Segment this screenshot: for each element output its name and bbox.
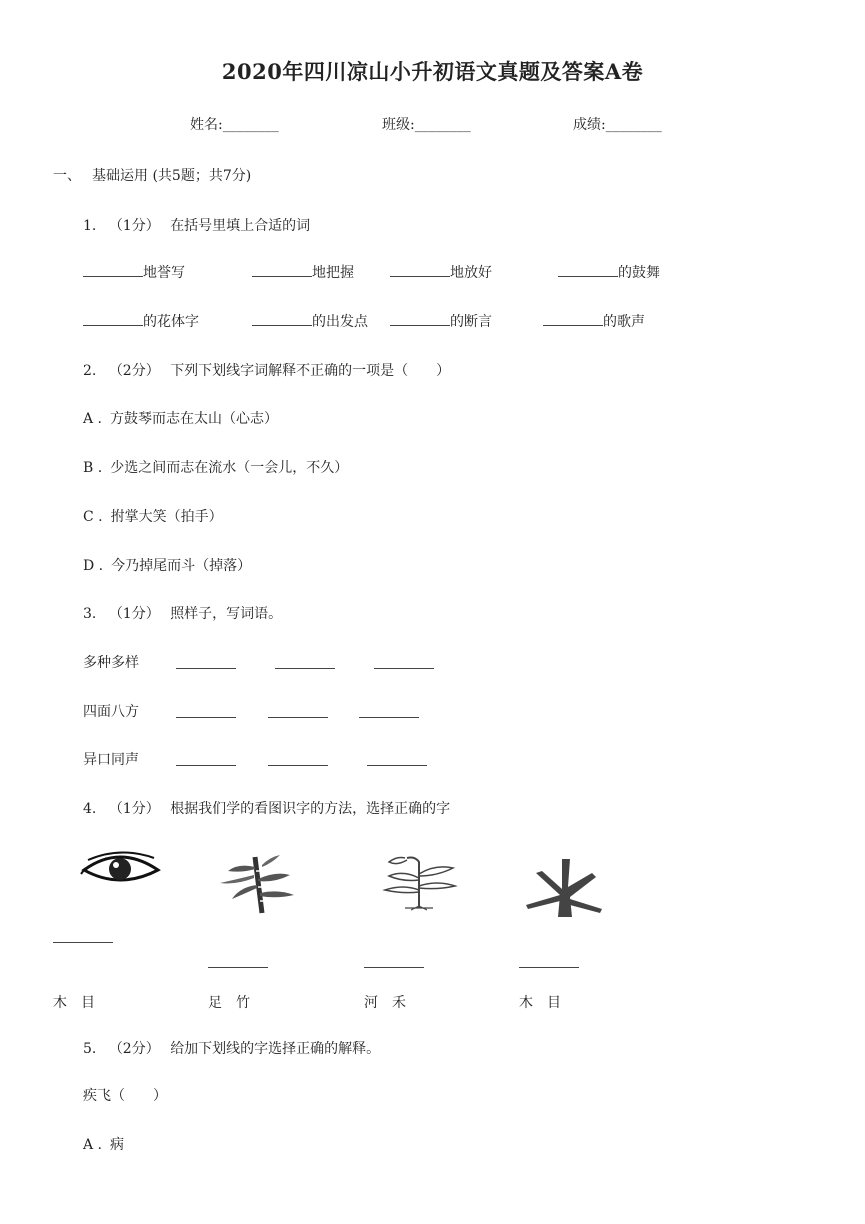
eye-picture xyxy=(80,850,162,892)
fill-blank[interactable] xyxy=(252,262,312,277)
tree-picture xyxy=(520,855,606,917)
q2-option-d[interactable] xyxy=(83,555,251,575)
question-points: （1分） xyxy=(108,606,160,622)
q3-example-word: 多种多样 xyxy=(83,655,139,671)
q1-word: 的出发点 xyxy=(312,314,368,330)
q1-word: 地誉写 xyxy=(143,265,185,281)
question-points: （2分） xyxy=(108,1041,160,1057)
bamboo-picture xyxy=(210,853,300,917)
question-number: 4. xyxy=(83,801,97,817)
fill-blank[interactable] xyxy=(252,311,312,326)
q1-row2-item2 xyxy=(252,311,368,331)
question-prompt: 在括号里填上合适的词 xyxy=(170,218,311,234)
q1-row1-item2 xyxy=(252,262,354,282)
answer-blank[interactable] xyxy=(519,953,579,968)
option-text: 今乃掉尾而斗（掉落） xyxy=(111,558,252,574)
option-letter: A . xyxy=(83,1137,103,1153)
question-points: （1分） xyxy=(108,801,160,817)
section-heading: 基础运用 (共5题；共7分) xyxy=(92,168,252,184)
q2-option-b[interactable] xyxy=(83,457,348,477)
q4-choice-group-2 xyxy=(208,992,250,1012)
question-4-header xyxy=(83,798,450,818)
option-letter: C . xyxy=(83,509,103,525)
q4-choice-group-1 xyxy=(53,992,95,1012)
seedling-picture xyxy=(375,852,463,912)
option-text: 方鼓琴而志在太山（心志） xyxy=(110,411,279,427)
score-field-label: 成绩:________ xyxy=(573,117,662,133)
q1-word: 的歌声 xyxy=(603,314,645,330)
fill-blank[interactable] xyxy=(558,262,618,277)
fill-blank[interactable] xyxy=(83,262,143,277)
q1-row1-item1 xyxy=(83,262,185,282)
choice-char[interactable]: 木 xyxy=(519,995,533,1011)
fill-blank[interactable] xyxy=(359,703,419,718)
question-number: 2. xyxy=(83,363,97,379)
question-points: （1分） xyxy=(108,218,160,234)
option-text: 拊掌大笑（拍手） xyxy=(110,509,223,525)
name-field-label: 姓名:________ xyxy=(190,117,279,133)
section-number: 一、 xyxy=(53,168,81,184)
fill-blank[interactable] xyxy=(374,654,434,669)
fill-blank[interactable] xyxy=(275,654,335,669)
q1-row1-item4 xyxy=(558,262,660,282)
q1-word: 的花体字 xyxy=(143,314,199,330)
fill-blank[interactable] xyxy=(268,751,328,766)
choice-char[interactable]: 目 xyxy=(547,995,561,1011)
question-number: 3. xyxy=(83,606,97,622)
fill-blank[interactable] xyxy=(268,703,328,718)
q1-row2-item3 xyxy=(390,311,492,331)
question-prompt: 给加下划线的字选择正确的解释。 xyxy=(170,1041,381,1057)
question-3-header xyxy=(83,603,282,623)
fill-blank[interactable] xyxy=(367,751,427,766)
option-letter: B . xyxy=(83,460,103,476)
q1-row2-item4 xyxy=(543,311,645,331)
q1-word: 地把握 xyxy=(312,265,354,281)
fill-blank[interactable] xyxy=(83,311,143,326)
option-letter: D . xyxy=(83,558,104,574)
q5-option-a[interactable] xyxy=(83,1134,124,1154)
q5-target-word: 疾飞（ ） xyxy=(83,1088,167,1104)
choice-char[interactable]: 禾 xyxy=(392,995,406,1011)
answer-blank[interactable] xyxy=(364,953,424,968)
fill-blank[interactable] xyxy=(390,311,450,326)
q3-example-word: 四面八方 xyxy=(83,704,139,720)
fill-blank[interactable] xyxy=(176,751,236,766)
question-5-header xyxy=(83,1038,380,1058)
option-text: 病 xyxy=(110,1137,125,1153)
q1-word: 地放好 xyxy=(450,265,492,281)
question-1-header xyxy=(83,215,310,235)
q2-option-a[interactable] xyxy=(83,408,278,428)
fill-blank[interactable] xyxy=(176,703,236,718)
class-field-label: 班级:________ xyxy=(382,117,471,133)
fill-blank[interactable] xyxy=(543,311,603,326)
choice-char[interactable]: 河 xyxy=(364,995,378,1011)
fill-blank[interactable] xyxy=(176,654,236,669)
answer-blank[interactable] xyxy=(208,953,268,968)
q3-example-word: 异口同声 xyxy=(83,752,139,768)
choice-char[interactable]: 目 xyxy=(81,995,95,1011)
q4-choice-group-3 xyxy=(364,992,406,1012)
question-prompt: 根据我们学的看图识字的方法，选择正确的字 xyxy=(170,801,451,817)
choice-char[interactable]: 木 xyxy=(53,995,67,1011)
choice-char[interactable]: 竹 xyxy=(236,995,250,1011)
question-2-header xyxy=(83,360,450,380)
option-letter: A . xyxy=(83,411,103,427)
fill-blank[interactable] xyxy=(390,262,450,277)
q1-row2-item1 xyxy=(83,311,199,331)
q1-word: 的断言 xyxy=(450,314,492,330)
q1-row1-item3 xyxy=(390,262,492,282)
question-number: 1. xyxy=(83,218,97,234)
page-title: 2020年四川凉山小升初语文真题及答案A卷 xyxy=(221,59,644,84)
question-points: （2分） xyxy=(108,363,160,379)
q2-option-c[interactable] xyxy=(83,506,223,526)
q1-word: 的鼓舞 xyxy=(618,265,660,281)
q4-choice-group-4 xyxy=(519,992,561,1012)
question-prompt: 照样子，写词语。 xyxy=(170,606,283,622)
question-number: 5. xyxy=(83,1041,97,1057)
option-text: 少选之间而志在流水（一会儿，不久） xyxy=(110,460,349,476)
answer-blank[interactable] xyxy=(53,928,113,943)
choice-char[interactable]: 足 xyxy=(208,995,222,1011)
question-prompt: 下列下划线字词解释不正确的一项是（ ） xyxy=(170,363,451,379)
